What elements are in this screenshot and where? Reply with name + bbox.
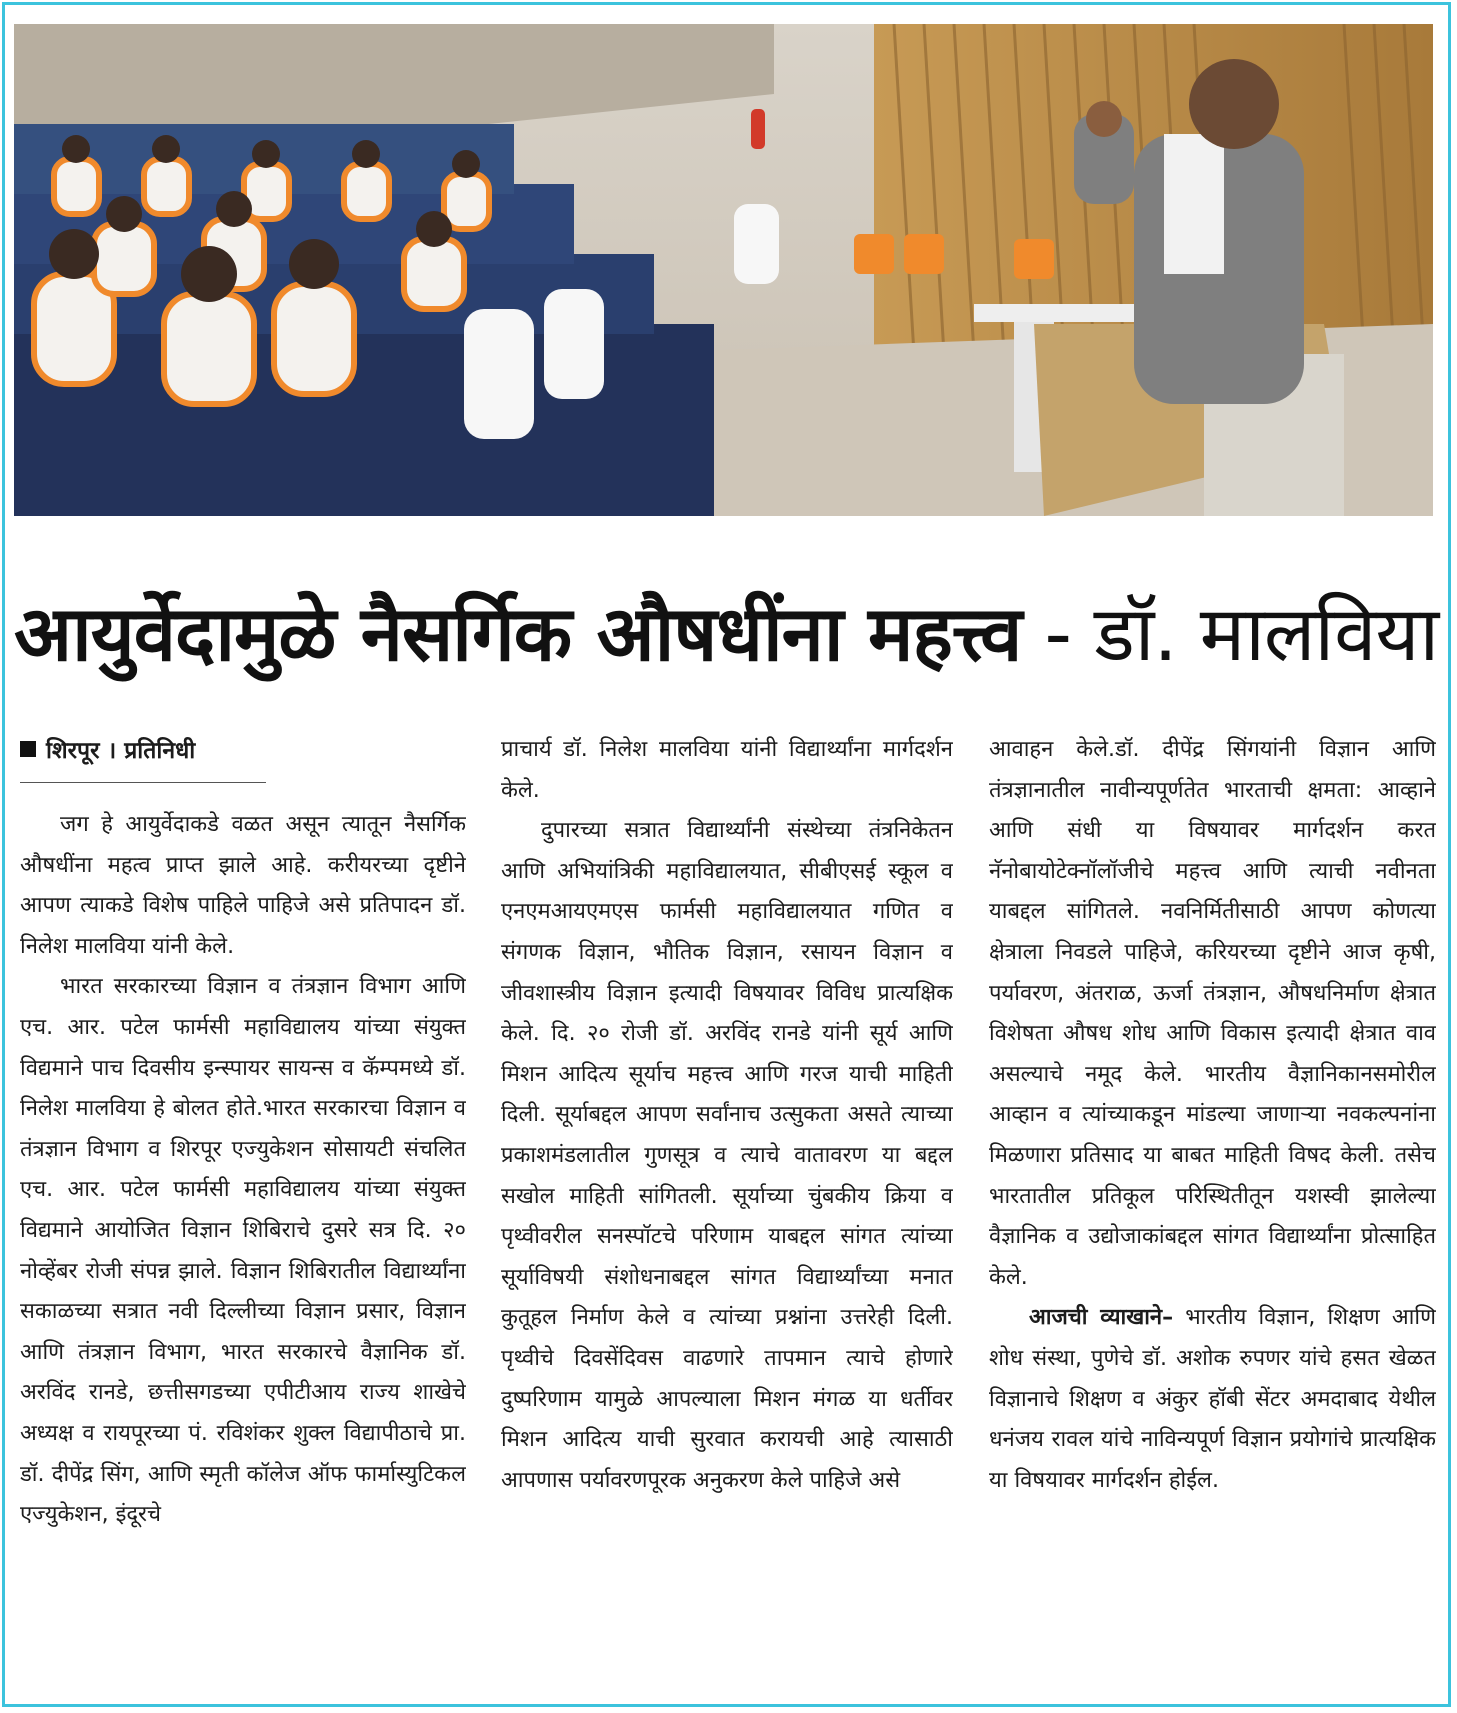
dateline-place: शिरपूर <box>46 738 100 764</box>
paragraph: प्राचार्य डॉ. निलेश मालविया यांनी विद्यार्थ्यांना मार्गदर्शन केले. <box>501 737 953 803</box>
square-bullet-icon <box>20 741 36 757</box>
headline-main: आयुर्वेदामुळे नैसर्गिक औषधींना महत्त्व <box>14 589 1022 678</box>
paragraph: भारत सरकारच्या विज्ञान व तंत्रज्ञान विभाग आणि एच. आर. पटेल फार्मसी महाविद्यालय यांच्या संयुक्त विद्यमाने पाच दिवसीय इन्स्पायर सायन्स व कॅम्पमध्ये डॉ. निलेश मालविया हे बोलत होते.भारत सरकारचा विज्ञान व तंत्रज्ञान विभाग व शिरपूर एज्युकेशन सोसायटी संचलित एच. आर. पटेल फार्मसी महाविद्यालय यांच्या संयुक्त विद्यमाने आयोजित विज्ञान शिबिराचे दुसरे सत्र दि. २० नोव्हेंबर रोजी संपन्न झाले. विज्ञान शिबिरातील विद्यार्थ्यांना सकाळच्या सत्रात नवी दिल्लीच्या विज्ञान प्रसार, विज्ञान आणि तंत्रज्ञान विभाग, भारत सरकारचे वैज्ञानिक डॉ. अरविंद रानडे, छत्तीसगडच्या एपीटीआय राज्य शाखेचे अध्यक्ष व रायपूरच्या पं. रविशंकर शुक्ल विद्यापीठाचे प्रा. डॉ. दीपेंद्र सिंग, आणि स्मृती कॉलेज ऑफ फार्मास्युटिकल एज्युकेशन, इंदूरचे <box>20 974 466 1528</box>
headline-byline: - डॉ. मालविया <box>1021 589 1439 678</box>
seminar-photo-icon <box>14 24 1433 516</box>
todays-lectures-text: भारतीय विज्ञान, शिक्षण आणि शोध संस्था, पुणेचे डॉ. अशोक रुपणर यांचे हसत खेळत विज्ञानाचे शिक्षण व अंकुर हॉबी सेंटर अमदाबाद येथील धनंजय रावल यांचे नाविन्यपूर्ण विज्ञान प्रयोगांचे प्रात्यक्षिक या विषयावर मार्गदर्शन होईल. <box>989 1305 1436 1493</box>
dateline <box>20 730 266 783</box>
article-column-1 <box>20 730 466 1690</box>
todays-lectures-lead: आजची व्याखाने– <box>1029 1305 1174 1331</box>
headline <box>14 578 1443 698</box>
paragraph: दुपारच्या सत्रात विद्यार्थ्यांनी संस्थेच्या तंत्रनिकेतन आणि अभियांत्रिकी महाविद्यालयात, सीबीएसई स्कूल व एनएमआयएमएस फार्मसी महाविद्यालयात गणित व संगणक विज्ञान, भौतिक विज्ञान, रसायन विज्ञान व जीवशास्त्रीय विज्ञान इत्यादी विषयावर विविध प्रात्यक्षिक केले. दि. २० रोजी डॉ. अरविंद रानडे यांनी सूर्य आणि मिशन आदित्य सूर्याच महत्त्व आणि गरज याची माहिती दिली. सूर्याबद्दल आपण सर्वांनाच उत्सुकता असते त्याच्या प्रकाशमंडलातील गुणसूत्र व त्याचे वातावरण या बद्दल सखोल माहिती सांगितली. सूर्याच्या चुंबकीय क्रिया व पृथ्वीवरील सनस्पॉटचे परिणाम याबद्दल सांगत त्यांच्या सूर्याविषयी संशोधनाबद्दल सांगत विद्यार्थ्यांच्या मनात कुतूहल निर्माण केले व त्यांच्या प्रश्नांना उत्तरेही दिली. पृथ्वीचे दिवसेंदिवस वाढणारे तापमान त्याचे होणारे दुष्परिणाम यामुळे आपल्याला मिशन मंगळ या धर्तीवर मिशन आदित्य याची सुरवात करायची आहे त्यासाठी आपणास पर्यावरणपूरक अनुकरण केले पाहिजे असे <box>501 818 953 1493</box>
paragraph: आवाहन केले.डॉ. दीपेंद्र सिंगयांनी विज्ञान आणि तंत्रज्ञानातील नावीन्यपूर्णतेत भारताची क्षमता: आव्हाने आणि संधी या विषयावर मार्गदर्शन करत नॅनोबायोटेक्नॉलॉजीचे महत्त्व आणि त्याची नवीनता याबद्दल सांगितले. नवनिर्मितीसाठी आपण कोणत्या क्षेत्राला निवडले पाहिजे, करियरच्या दृष्टीने आज कृषी, पर्यावरण, अंतराळ, ऊर्जा तंत्रज्ञान, औषधनिर्माण क्षेत्रात विशेषता औषध शोध आणि विकास इत्यादी क्षेत्रात वाव असल्याचे नमूद केले. भारतीय वैज्ञानिकानसमोरील आव्हान व त्यांच्याकडून मांडल्या जाणाऱ्या नवकल्पनांना मिळणारा प्रतिसाद या बाबत माहिती विषद केली. तसेच भारतातील प्रतिकूल परिस्थितीतून यशस्वी झालेल्या वैज्ञानिक व उद्योजाकांबद्दल सांगत विद्यार्थ्यांना प्रोत्साहित केले. <box>989 737 1436 1290</box>
article-column-3 <box>989 730 1436 1690</box>
todays-lectures-paragraph <box>989 1298 1436 1501</box>
dateline-separator: । <box>99 738 125 764</box>
paragraph: जग हे आयुर्वेदाकडे वळत असून त्यातून नैसर्गिक औषधींना महत्व प्राप्त झाले आहे. करीयरच्या दृष्टीने आपण त्याकडे विशेष पाहिले पाहिजे असे प्रतिपादन डॉ. निलेश मालविया यांनी केले. <box>20 812 466 959</box>
article-column-2 <box>501 730 953 1690</box>
dateline-reporter: प्रतिनिधी <box>124 738 196 764</box>
seminar-photo <box>14 24 1433 516</box>
